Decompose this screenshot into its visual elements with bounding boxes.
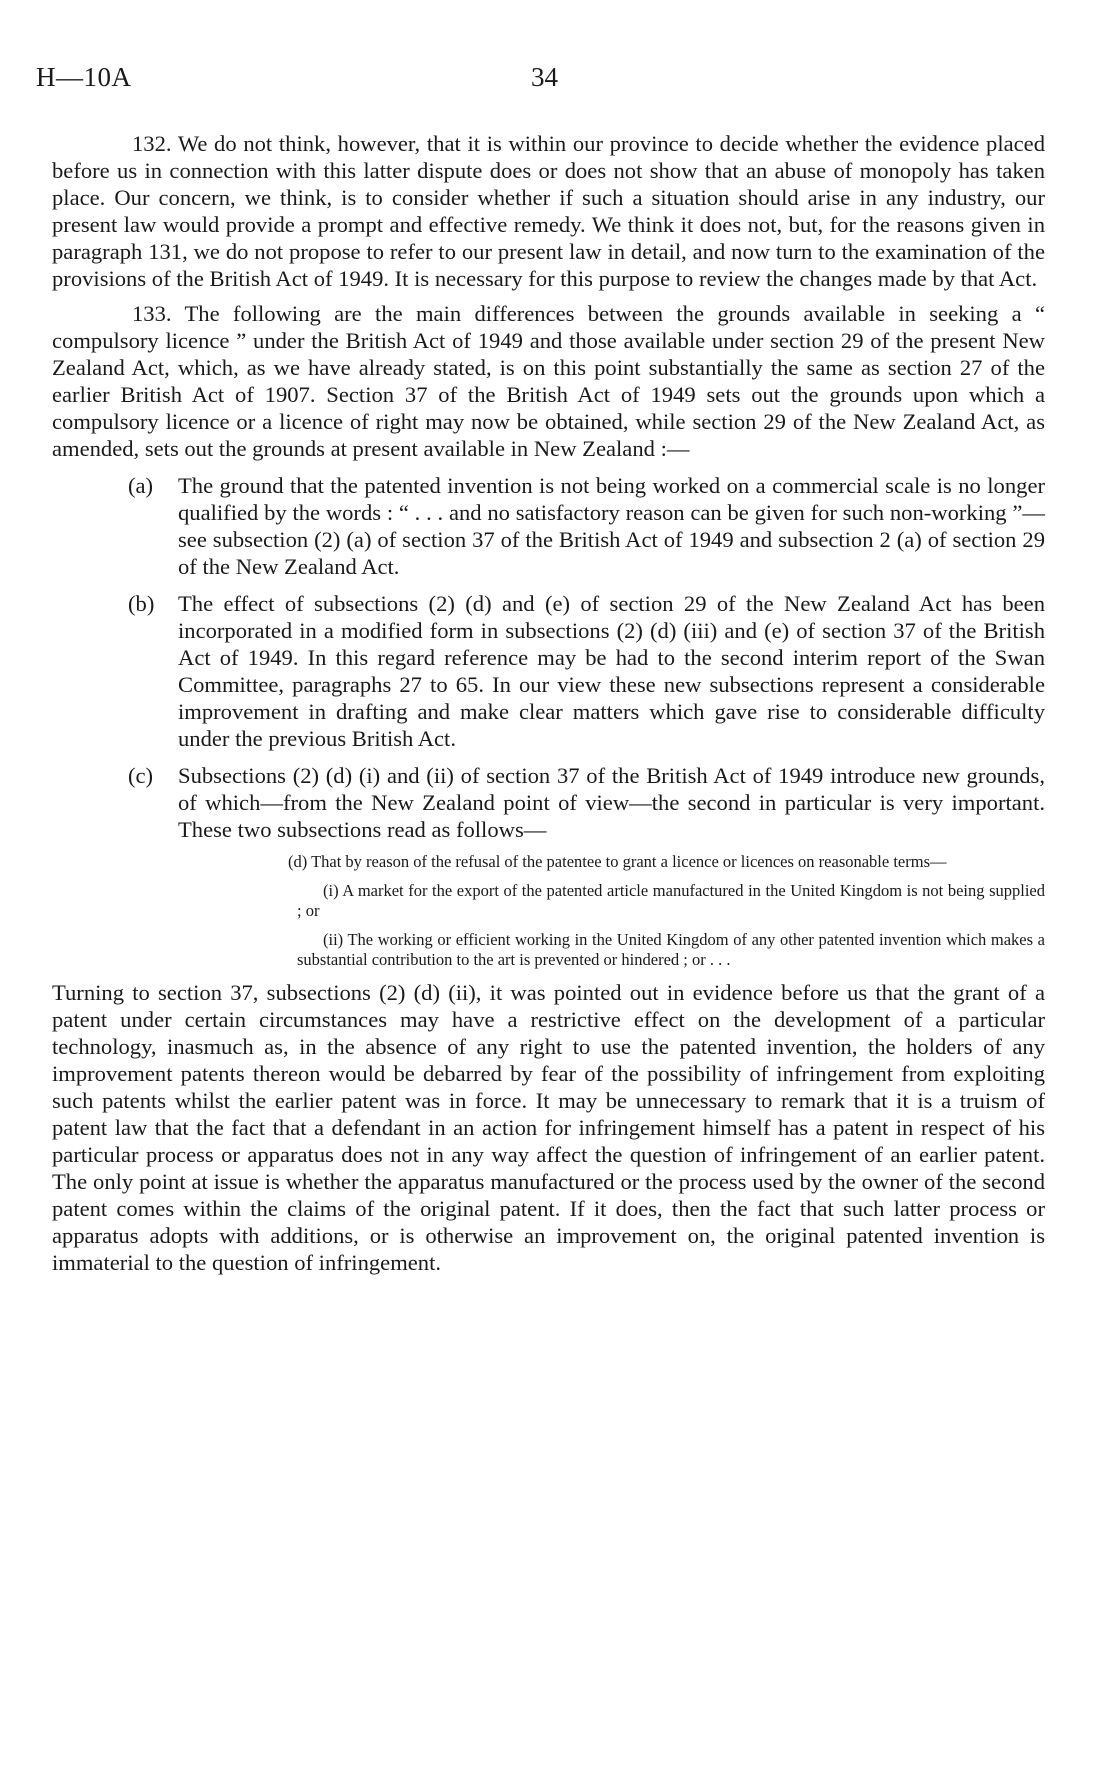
subparagraph-a-text: The ground that the patented invention is not being worked on a commercial scale is no longer qualified by the words : “ . . . and no satisfactory reason can be given for such non-working ”—see subsection (2) (a) of section 37 of the British Act of 1949 and subsection 2 (a) of section 29 of the New Zealand Act. bbox=[178, 473, 1045, 579]
closing-paragraph: Turning to section 37, subsections (2) (d) (ii), it was pointed out in evidence before us that the grant of a patent under certain circumstances may have a restrictive effect on the development of a particular technology, inasmuch as, in the absence of any right to use the patented invention, the holders of any improvement patents thereon would be debarred by fear of the possibility of infringement from exploiting such patents whilst the earlier patent was in force. It may be unnecessary to remark that it is a truism of patent law that the fact that a defendant in an action for infringement himself has a patent in respect of his particular process or apparatus does not in any way affect the question of infringement of an earlier patent. The only point at issue is whether the apparatus manufactured or the process used by the owner of the second patent comes within the claims of the original patent. If it does, then the fact that such latter process or apparatus adopts with additions, or is otherwise an improvement on, the original patented invention is immaterial to the question of infringement. bbox=[52, 980, 1045, 1275]
paragraph-132: 132. We do not think, however, that it is within our province to decide whether the evidence placed before us in connection with this latter dispute does or does not show that an abuse of monopoly has taken place. Our concern, we think, is to consider whether if such a situation should arise in any industry, our present law would provide a prompt and effective remedy. We think it does not, but, for the reasons given in paragraph 131, we do not propose to refer to our present law in detail, and now turn to the examination of the provisions of the British Act of 1949. It is necessary for this purpose to review the changes made by that Act. bbox=[52, 131, 1045, 291]
subparagraph-b-label: (b) bbox=[128, 591, 155, 616]
document-body bbox=[52, 130, 1045, 1276]
subparagraph-b-text: The effect of subsections (2) (d) and (e) of section 29 of the New Zealand Act has been incorporated in a modified form in subsections (2) (d) (iii) and (e) of section 37 of the British Act of 1949. In this regard reference may be had to the second interim report of the Swan Committee, paragraphs 27 to 65. In our view these new subsections represent a considerable improvement in drafting and make clear matters which gave rise to considerable difficulty under the previous British Act. bbox=[178, 591, 1045, 751]
paragraph-133: 133. The following are the main differences between the grounds available in seeking a “ compulsory licence ” under the British Act of 1949 and those available under section 29 of the present New Zealand Act, which, as we have already stated, is on this point substantially the same as section 27 of the earlier British Act of 1907. Section 37 of the British Act of 1949 sets out the grounds upon which a compulsory licence or a licence of right may now be obtained, while section 29 of the New Zealand Act, as amended, sets out the grounds at present available in New Zealand :— bbox=[52, 301, 1045, 461]
subparagraph-a bbox=[128, 472, 1045, 580]
subparagraph-b bbox=[128, 590, 1045, 752]
subparagraph-a-label: (a) bbox=[128, 473, 154, 498]
quoted-clause-ii: (ii) The working or efficient working in the United Kingdom of any other patented invention which makes a substantial contribution to the art is prevented or hindered ; or . . . bbox=[297, 930, 1045, 969]
quoted-clause-i: (i) A market for the export of the patented article manufactured in the United Kingdom is not being supplied ; or bbox=[297, 881, 1045, 920]
quoted-clause-d: (d) That by reason of the refusal of the patentee to grant a licence or licences on reasonable terms— bbox=[288, 852, 947, 871]
subparagraph-c bbox=[128, 762, 1045, 843]
subparagraph-c-label: (c) bbox=[128, 763, 154, 788]
page-header bbox=[36, 62, 1036, 102]
page-number: 34 bbox=[531, 62, 558, 92]
document-code: H—10A bbox=[36, 62, 132, 92]
subparagraph-c-text: Subsections (2) (d) (i) and (ii) of section 37 of the British Act of 1949 introduce new grounds, of which—from the New Zealand point of view—the second in particular is very important. These two subsections read as follows— bbox=[178, 763, 1045, 842]
